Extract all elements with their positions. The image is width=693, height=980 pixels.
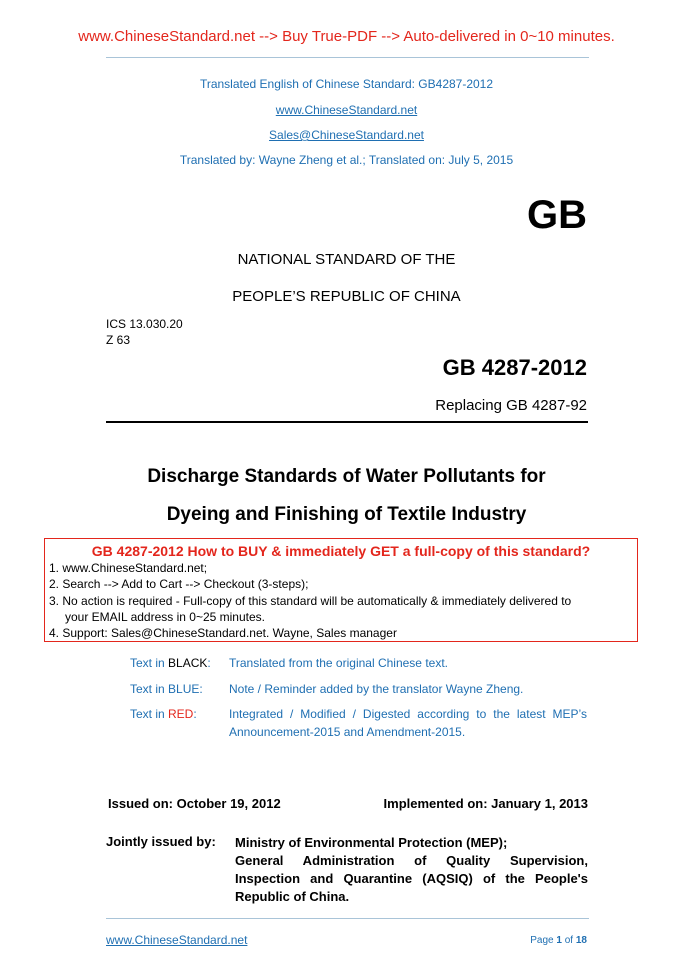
legend-black-desc: Translated from the original Chinese text.: [229, 656, 448, 670]
purchase-step-3: 3. No action is required - Full-copy of this standard will be automatically & immediately delivered to: [49, 594, 572, 608]
purchase-box-title: GB 4287-2012 How to BUY & immediately GET a full-copy of this standard?: [91, 543, 591, 559]
category-code: Z 63: [106, 333, 131, 347]
national-standard-line1: NATIONAL STANDARD OF THE: [237, 251, 456, 268]
footer-website-text[interactable]: www.ChineseStandard.net: [106, 933, 248, 947]
top-banner[interactable]: www.ChineseStandard.net --> Buy True-PDF --> Auto-delivered in 0~10 minutes.: [78, 28, 615, 45]
legend-black-suffix: :: [207, 656, 211, 670]
translation-title: Translated English of Chinese Standard: GB4287-2012: [199, 77, 494, 91]
legend-black-prefix: Text in: [130, 656, 169, 670]
translation-email-link[interactable]: [0, 128, 693, 142]
legend-red-suffix: :: [193, 707, 197, 721]
footer-divider: [106, 918, 589, 919]
ics-code: ICS 13.030.20: [106, 317, 183, 331]
footer-website-link[interactable]: [106, 933, 247, 947]
purchase-step-2: 2. Search --> Add to Cart --> Checkout (3-steps);: [49, 577, 309, 591]
page-mid: of: [561, 935, 576, 946]
title-rule: [106, 421, 588, 423]
purchase-step-4[interactable]: 4. Support: Sales@ChineseStandard.net. Wayne, Sales manager: [49, 626, 397, 640]
legend-red-label: [130, 707, 197, 721]
website-link-text[interactable]: www.ChineseStandard.net: [275, 103, 418, 117]
replacing-note: Replacing GB 4287-92: [435, 397, 587, 414]
issuer-aqsiq: General Administration of Quality Supervision, Inspection and Quarantine (AQSIQ) of the People's Republic of China.: [235, 853, 588, 904]
page-indicator: [470, 935, 587, 946]
legend-blue-desc: Note / Reminder added by the translator Wayne Zheng.: [229, 682, 524, 696]
purchase-info-box: [44, 538, 638, 642]
legend-black-word: BLACK: [168, 656, 208, 670]
legend-black-label: [130, 656, 211, 670]
translation-credits: Translated by: Wayne Zheng et al.; Translated on: July 5, 2015: [179, 153, 514, 167]
legend-red-word: RED: [168, 707, 194, 721]
issued-date: Issued on: October 19, 2012: [108, 796, 281, 811]
issuer-list: [235, 834, 588, 906]
legend-blue-label: Text in BLUE:: [130, 682, 203, 696]
header-divider: [106, 57, 589, 58]
issuer-label: Jointly issued by:: [106, 834, 216, 849]
implemented-date: Implemented on: January 1, 2013: [383, 796, 588, 811]
document-title-line1: Discharge Standards of Water Pollutants for: [147, 466, 546, 487]
purchase-step-1[interactable]: 1. www.ChineseStandard.net;: [49, 561, 208, 575]
email-link-text[interactable]: Sales@ChineseStandard.net: [269, 128, 424, 142]
document-title-line2: Dyeing and Finishing of Textile Industry: [166, 504, 527, 525]
legend-red-desc: Integrated / Modified / Digested according to the latest MEP’s Announcement-2015 and Amendment-2015.: [229, 707, 587, 739]
gb-mark: GB: [527, 193, 587, 237]
national-standard-line2: PEOPLE’S REPUBLIC OF CHINA: [232, 288, 461, 305]
translation-website-link[interactable]: [0, 103, 693, 117]
legend-red-prefix: Text in: [130, 707, 169, 721]
page-total: 18: [575, 935, 587, 946]
page-current: 1: [556, 935, 562, 946]
page-prefix: Page: [530, 935, 557, 946]
issuer-mep: Ministry of Environmental Protection (MEP);: [235, 835, 508, 850]
purchase-step-3-continued: your EMAIL address in 0~25 minutes.: [65, 610, 265, 624]
standard-code: GB 4287-2012: [442, 355, 587, 380]
